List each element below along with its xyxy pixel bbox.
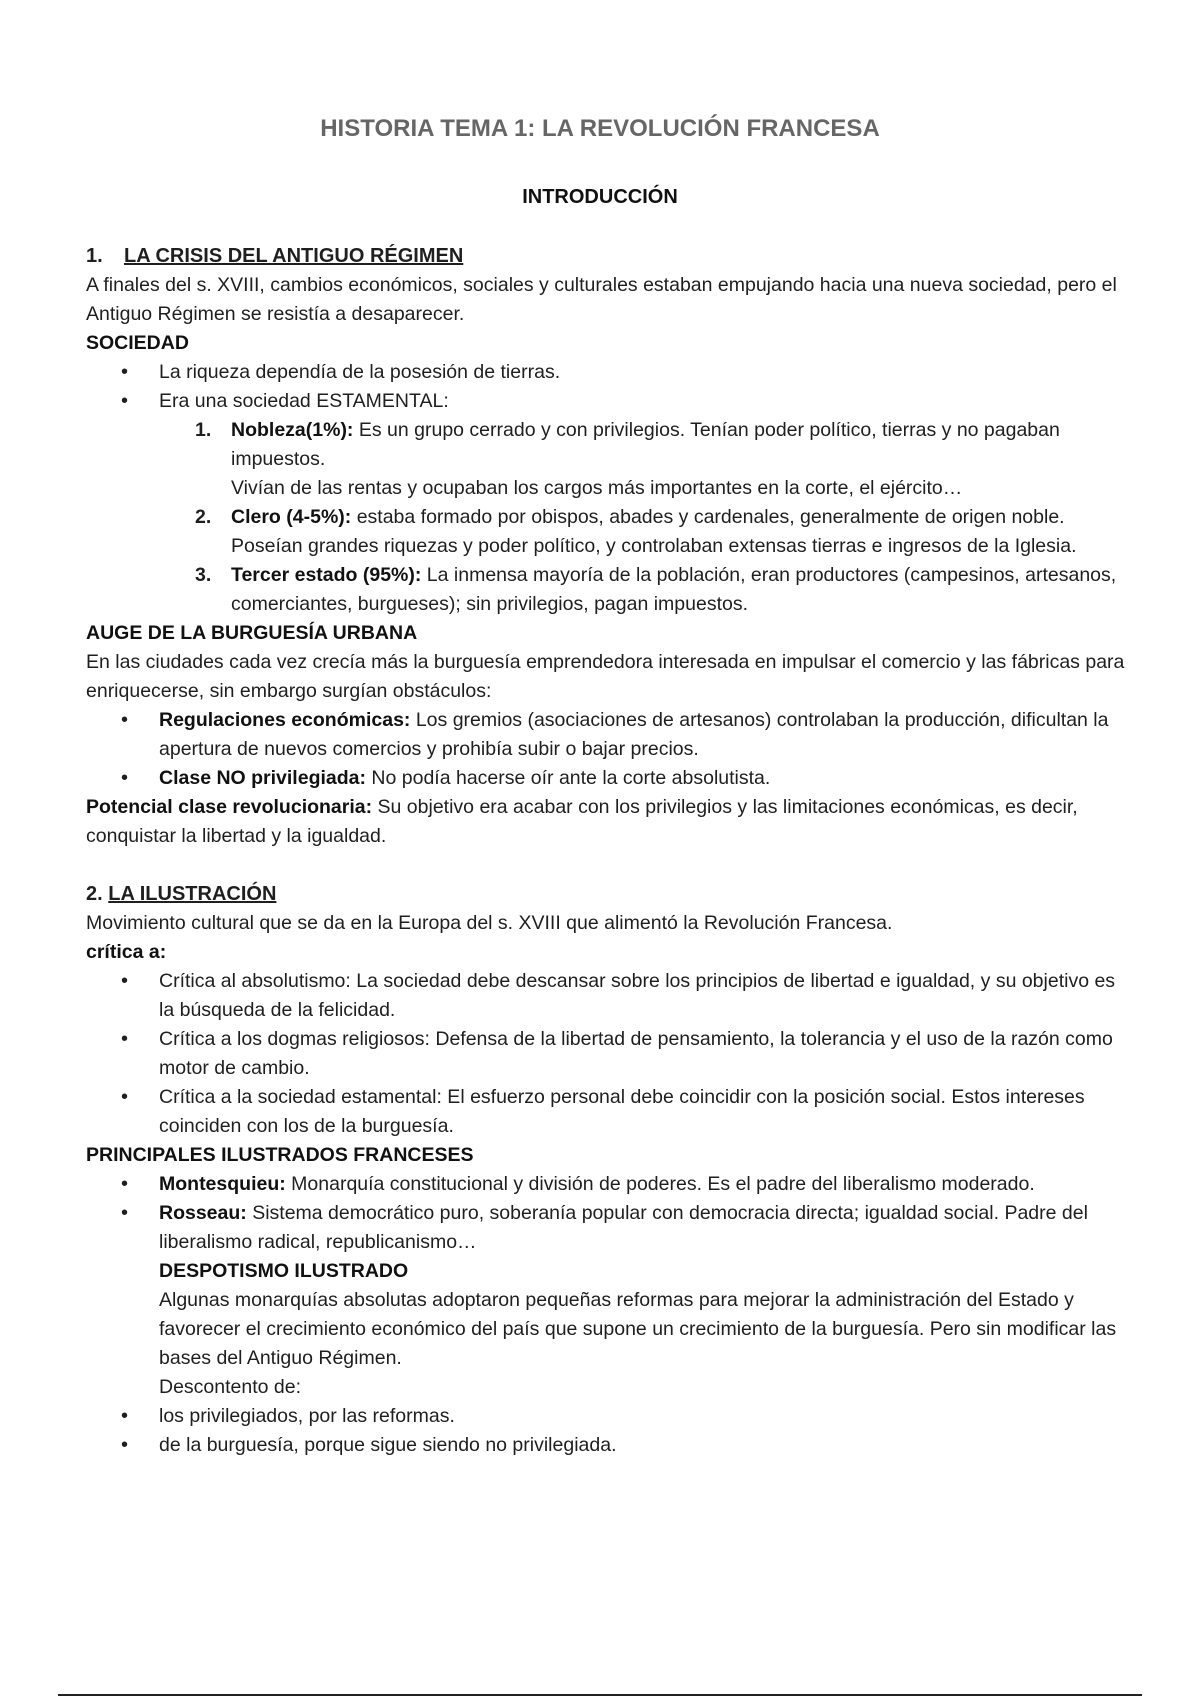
estamento-name: Tercer estado (95%): (231, 564, 422, 586)
section-1-number: 1. (86, 245, 103, 267)
document-body (86, 242, 1126, 1460)
estamento-tercer-estado (86, 561, 1126, 619)
section-2-intro: Movimiento cultural que se da en la Europa del s. XVIII que alimentó la Revolución Francesa. (86, 912, 893, 934)
list-item: • Era una sociedad ESTAMENTAL: (86, 387, 1126, 416)
obstaculos-list (86, 706, 1126, 793)
sociedad-heading: SOCIEDAD (86, 332, 189, 354)
introduction-heading: INTRODUCCIÓN (522, 186, 678, 208)
ilustrados-heading: PRINCIPALES ILUSTRADOS FRANCESES (86, 1144, 474, 1166)
descontento-label: Descontento de: (159, 1376, 302, 1398)
despotismo-text: Algunas monarquías absolutas adoptaron pequeñas reformas para mejorar la administración del Estado y favorecer el crecimiento económico del país que supone un crecimiento de la burguesía. Pero sin modificar las bases del Antiguo Régimen. (159, 1289, 1117, 1369)
section-1-intro: A finales del s. XVIII, cambios económicos, sociales y culturales estaban empujando hacia una nueva sociedad, pero el Antiguo Régimen se resistía a desaparecer. (86, 274, 1117, 325)
list-item (86, 706, 1126, 764)
criticas-list (86, 967, 1126, 1141)
bullet-bold: Clase NO privilegiada: (159, 767, 366, 789)
bullet-text: Monarquía constitucional y división de poderes. Es el padre del liberalismo moderado. (285, 1173, 1035, 1195)
sociedad-list (86, 358, 1126, 416)
estamento-text: Es un grupo cerrado y con privilegios. Tenían poder político, tierras y no pagaban impuestos. (231, 419, 1060, 470)
estamento-extra: Vivían de las rentas y ocupaban los cargos más importantes en la corte, el ejército… (231, 477, 963, 499)
estamento-clero (86, 503, 1126, 561)
page-bottom-rule (58, 1694, 1142, 1696)
estamento-text: La inmensa mayoría de la población, eran productores (campesinos, artesanos, comerciantes, burgueses); sin privilegios, pagan impuestos. (231, 564, 1117, 615)
bullet-text: Sistema democrático puro, soberanía popular con democracia directa; igualdad social. Padre del liberalismo radical, republicanismo… (159, 1202, 1088, 1253)
list-number: 2. (195, 506, 212, 528)
list-number: 3. (195, 564, 212, 586)
list-item: • Crítica a la sociedad estamental: El esfuerzo personal debe coincidir con la posición social. Estos intereses coinciden con los de la burguesía. (86, 1083, 1126, 1141)
list-item: • Crítica al absolutismo: La sociedad debe descansar sobre los principios de libertad e igualdad, y su objetivo es la búsqueda de la felicidad. (86, 967, 1126, 1025)
list-item: • La riqueza dependía de la posesión de tierras. (86, 358, 1126, 387)
burguesia-heading: AUGE DE LA BURGUESÍA URBANA (86, 622, 418, 644)
bullet-text: Los gremios (asociaciones de artesanos) controlaban la producción, dificultan la apertura de nuevos comercios y prohibía subir o bajar precios. (159, 709, 1109, 760)
list-item (86, 1199, 1126, 1257)
document-title: HISTORIA TEMA 1: LA REVOLUCIÓN FRANCESA (320, 115, 880, 142)
potencial-bold: Potencial clase revolucionaria: (86, 796, 373, 818)
bullet-text: No podía hacerse oír ante la corte absolutista. (366, 767, 771, 789)
list-item: • los privilegiados, por las reformas. (86, 1402, 1126, 1431)
list-item: • de la burguesía, porque sigue siendo no privilegiada. (86, 1431, 1126, 1460)
list-number: 1. (195, 419, 212, 441)
burguesia-text: En las ciudades cada vez crecía más la burguesía emprendedora interesada en impulsar el comercio y las fábricas para enriquecerse, sin embargo surgían obstáculos: (86, 651, 1125, 702)
list-item: • Crítica a los dogmas religiosos: Defensa de la libertad de pensamiento, la tolerancia y el uso de la razón como motor de cambio. (86, 1025, 1126, 1083)
descontento-list (86, 1402, 1126, 1460)
section-2-title: LA ILUSTRACIÓN (108, 883, 277, 905)
estamento-nobleza (86, 416, 1126, 503)
list-item (86, 1170, 1126, 1199)
critica-heading: crítica a: (86, 941, 167, 963)
bullet-bold: Rosseau: (159, 1202, 247, 1224)
section-2-number: 2. (86, 883, 103, 905)
list-item (86, 764, 1126, 793)
bullet-bold: Regulaciones económicas: (159, 709, 411, 731)
potencial-text: Su objetivo era acabar con los privilegios y las limitaciones económicas, es decir, conquistar la libertad y la igualdad. (86, 796, 1078, 847)
section-1-title: LA CRISIS DEL ANTIGUO RÉGIMEN (124, 245, 464, 267)
section-1-heading (86, 242, 1126, 271)
despotismo-block (86, 1257, 1126, 1402)
estamentos-list (86, 416, 1126, 619)
bullet-bold: Montesquieu: (159, 1173, 286, 1195)
estamento-text: estaba formado por obispos, abades y cardenales, generalmente de origen noble. Poseían grandes riquezas y poder político, y controlaban extensas tierras e ingresos de la Iglesia. (231, 506, 1077, 557)
despotismo-heading: DESPOTISMO ILUSTRADO (159, 1260, 409, 1282)
section-2-heading (86, 880, 1126, 909)
estamento-name: Clero (4-5%): (231, 506, 352, 528)
potencial-paragraph (86, 793, 1126, 851)
estamento-name: Nobleza(1%): (231, 419, 354, 441)
spacer (86, 851, 1126, 880)
ilustrados-list (86, 1170, 1126, 1257)
